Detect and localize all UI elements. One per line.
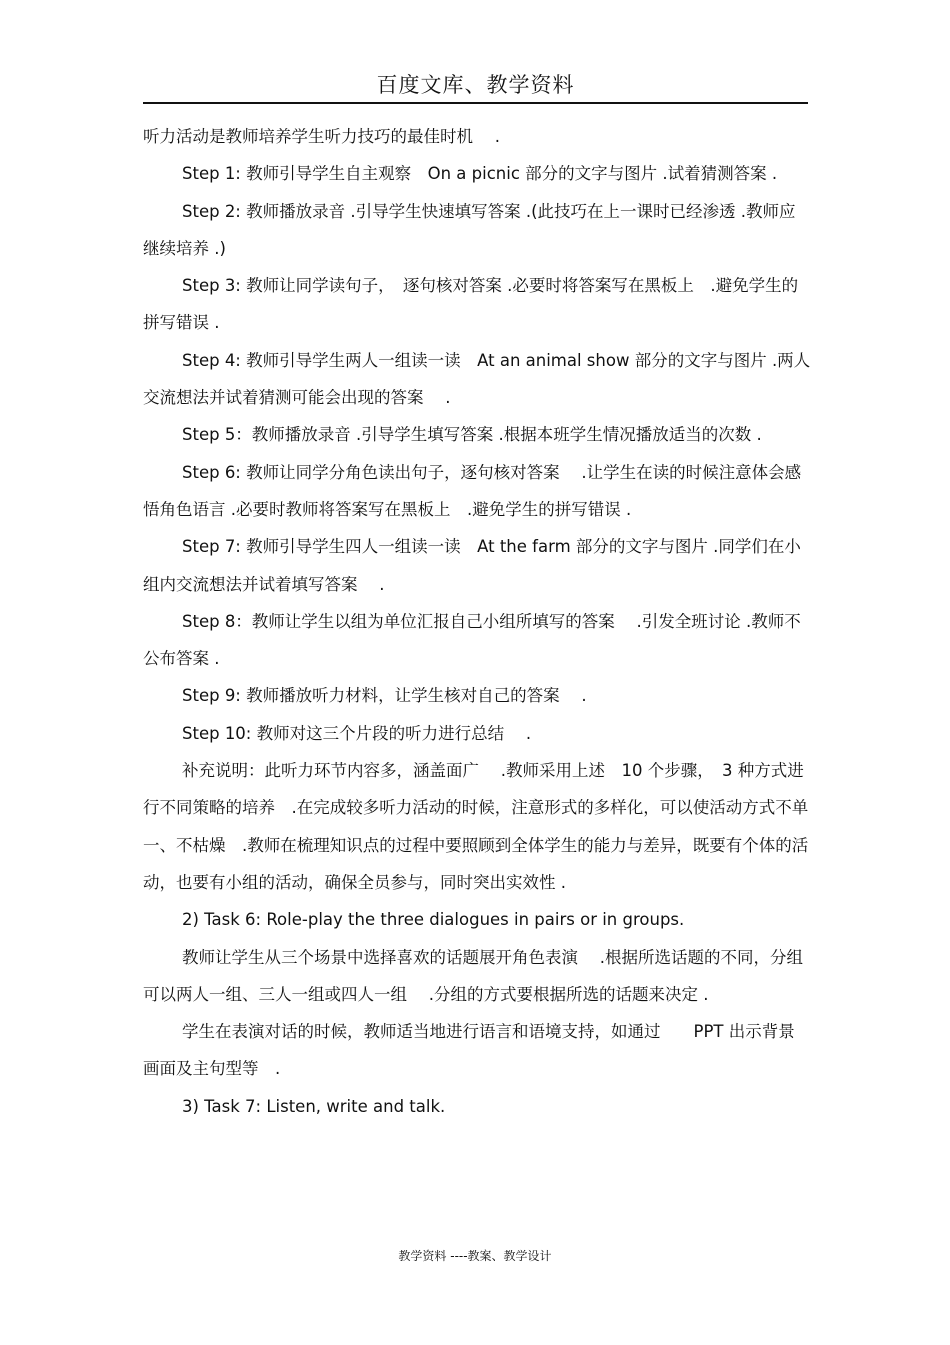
paragraph: Step 2: 教师播放录音 .引导学生快速填写答案 .(此技巧在上一课时已经渗透 .教师应继续培养 .) — [143, 201, 796, 258]
paragraph: Step 5：教师播放录音 .引导学生填写答案 .根据本班学生情况播放适当的次数 . — [182, 425, 762, 445]
paragraph: 听力活动是教师培养学生听力技巧的最佳时机 . — [143, 127, 500, 146]
paragraph: 补充说明：此听力环节内容多，涵盖面广 .教师采用上述 10 个步骤， 3 种方式进行不同策略的培养 .在完成较多听力活动的时候，注意形式的多样化，可以使活动方式不单一、不枯燥 .教师在梳理知识点的过程中要照顾到全体学生的能力与差异，既要有个体的活动，也要有小组的活动，确保全员参与，同时突出实效性 . — [143, 761, 809, 892]
paragraph: 3) Task 7: Listen, write and talk. — [182, 1096, 446, 1116]
paragraph: Step 9: 教师播放听力材料，让学生核对自己的答案 . — [182, 686, 587, 706]
paragraph: Step 3: 教师让同学读句子， 逐句核对答案 .必要时将答案写在黑板上 .避免学生的拼写错误 . — [143, 276, 799, 333]
page-header: 百度文库、教学资料 — [143, 68, 808, 104]
paragraph: 教师让学生从三个场景中选择喜欢的话题展开角色表演 .根据所选话题的不同，分组可以两人一组、三人一组或四人一组 .分组的方式要根据所选的话题来决定 . — [143, 947, 803, 1004]
paragraph: Step 7: 教师引导学生四人一组读一读 At the farm 部分的文字与图片 .同学们在小组内交流想法并试着填写答案 . — [143, 537, 801, 594]
paragraph: 学生在表演对话的时候，教师适当地进行语言和语境支持，如通过 PPT 出示背景画面及主句型等 . — [143, 1022, 795, 1079]
paragraph: 2) Task 6: Role-play the three dialogues in pairs or in groups. — [182, 910, 685, 930]
document-body — [143, 118, 811, 1125]
page-footer: 教学资料 ----教案、教学设计 — [398, 1249, 552, 1263]
paragraph: Step 8：教师让学生以组为单位汇报自己小组所填写的答案 .引发全班讨论 .教师不公布答案 . — [143, 611, 801, 669]
paragraph: Step 10: 教师对这三个片段的听力进行总结 . — [182, 723, 532, 743]
paragraph: Step 4: 教师引导学生两人一组读一读 At an animal show 部分的文字与图片 .两人交流想法并试着猜测可能会出现的答案 . — [143, 350, 811, 408]
paragraph: Step 6: 教师让同学分角色读出句子，逐句核对答案 .让学生在读的时候注意体会感悟角色语言 .必要时教师将答案写在黑板上 .避免学生的拼写错误 . — [143, 462, 802, 519]
paragraph: Step 1: 教师引导学生自主观察 On a picnic 部分的文字与图片 .试着猜测答案 . — [182, 164, 778, 184]
